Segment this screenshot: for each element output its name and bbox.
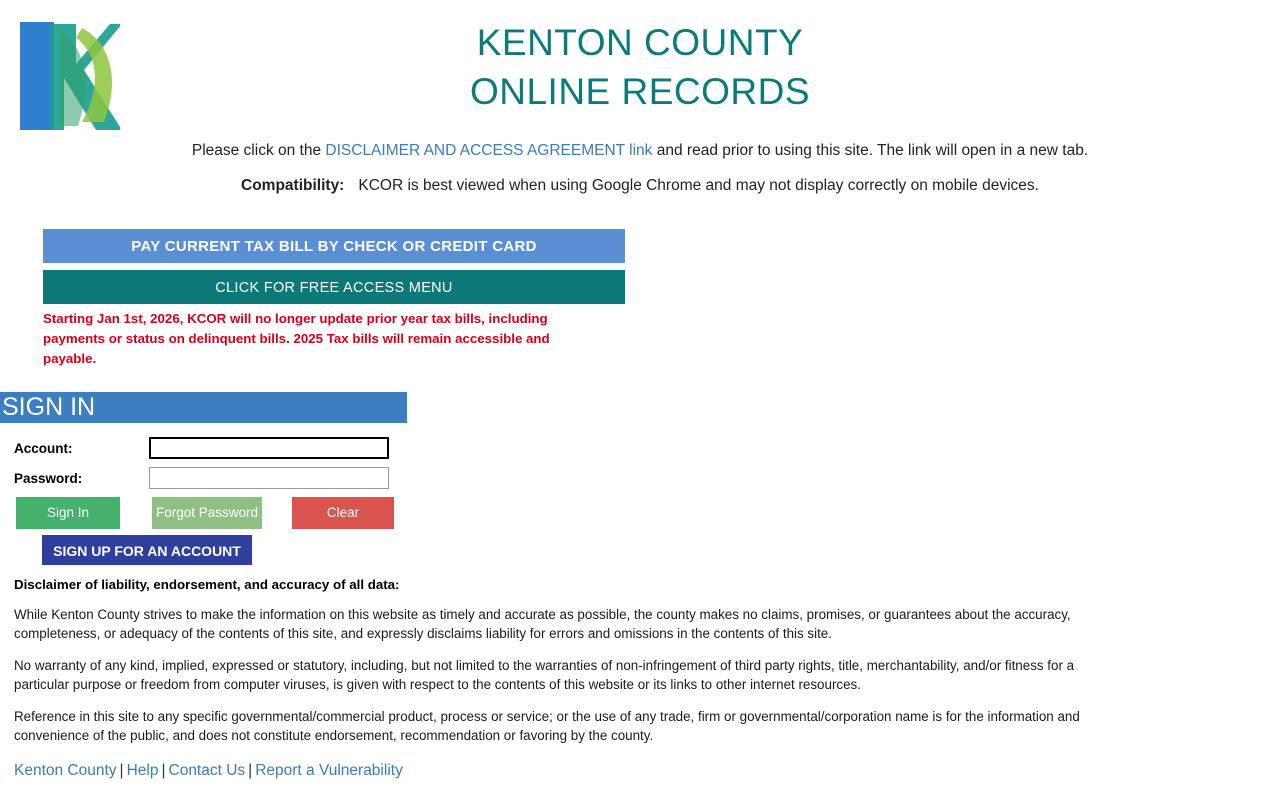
- title-line-1: KENTON COUNTY: [476, 22, 804, 63]
- instruction-prefix: Please click on the: [191, 142, 326, 159]
- footer-link-help[interactable]: Help: [126, 762, 159, 779]
- disclaimer-title: Disclaimer of liability, endorsement, and accuracy of all data:: [14, 577, 400, 592]
- instruction-suffix: and read prior to using this site. The link will open in a new tab.: [652, 142, 1089, 159]
- footer-links: [14, 762, 1280, 780]
- pay-tax-bill-button[interactable]: PAY CURRENT TAX BILL BY CHECK OR CREDIT CARD: [43, 229, 625, 263]
- sign-in-button[interactable]: Sign In: [16, 497, 120, 529]
- signin-form: [0, 437, 1280, 565]
- free-access-menu-button[interactable]: CLICK FOR FREE ACCESS MENU: [43, 270, 625, 304]
- disclaimer-paragraph-1: While Kenton County strives to make the information on this website as timely and accurate as possible, the county makes no claims, promises, or guarantees about the accuracy, completeness, or adequacy of the contents of this site, and expressly disclaims liability for errors and omissions in the contents of this site.: [14, 607, 1071, 641]
- password-input[interactable]: [149, 467, 389, 489]
- footer-separator-2: |: [161, 762, 166, 779]
- disclaimer-paragraph-3: Reference in this site to any specific governmental/commercial product, process or service; or the use of any trade, firm or governmental/corporation name is for the information and convenience of the public, and does not constitute endorsement, recommendation or favoring by the county.: [14, 709, 1080, 743]
- sign-up-for-account-button[interactable]: SIGN UP FOR AN ACCOUNT: [42, 535, 252, 565]
- account-input[interactable]: [149, 437, 389, 459]
- signin-button-row: [14, 497, 1280, 529]
- title-line-2: ONLINE RECORDS: [469, 71, 811, 112]
- footer-link-report-vulnerability[interactable]: Report a Vulnerability: [255, 762, 403, 779]
- password-row: [14, 467, 1280, 489]
- footer-link-contact-us[interactable]: Contact Us: [168, 762, 246, 779]
- clear-button[interactable]: Clear: [292, 497, 394, 529]
- footer-link-kenton-county[interactable]: Kenton County: [14, 762, 117, 779]
- forgot-password-button[interactable]: Forgot Password: [152, 497, 262, 529]
- compatibility-text: KCOR is best viewed when using Google Chrome and may not display correctly on mobile devices.: [358, 177, 1039, 194]
- page-header: [0, 0, 1280, 140]
- page-title: [0, 18, 1280, 116]
- disclaimer-access-agreement-link[interactable]: DISCLAIMER AND ACCESS AGREEMENT link: [325, 142, 653, 159]
- kcor-update-notice: Starting Jan 1st, 2026, KCOR will no longer update prior year tax bills, including payments or status on delinquent bills. 2025 Tax bills will remain accessible and payable.: [43, 311, 550, 366]
- account-row: [14, 437, 1280, 459]
- footer-separator-3: |: [248, 762, 253, 779]
- disclaimer-instruction: [0, 142, 1280, 160]
- signin-heading: SIGN IN: [0, 392, 407, 423]
- password-label: Password:: [14, 470, 83, 486]
- compatibility-note: [0, 177, 1280, 195]
- account-label: Account:: [14, 440, 73, 456]
- primary-actions: [0, 229, 1280, 304]
- compatibility-label: Compatibility:: [241, 177, 345, 194]
- disclaimer-paragraph-2: No warranty of any kind, implied, expressed or statutory, including, but not limited to the warranties of non-infringement of third party rights, title, merchantability, and/or fitness for a particular purpose or freedom from computer viruses, is given with respect to the contents of this website or its links to other internet resources.: [14, 658, 1075, 692]
- footer-separator-1: |: [119, 762, 124, 779]
